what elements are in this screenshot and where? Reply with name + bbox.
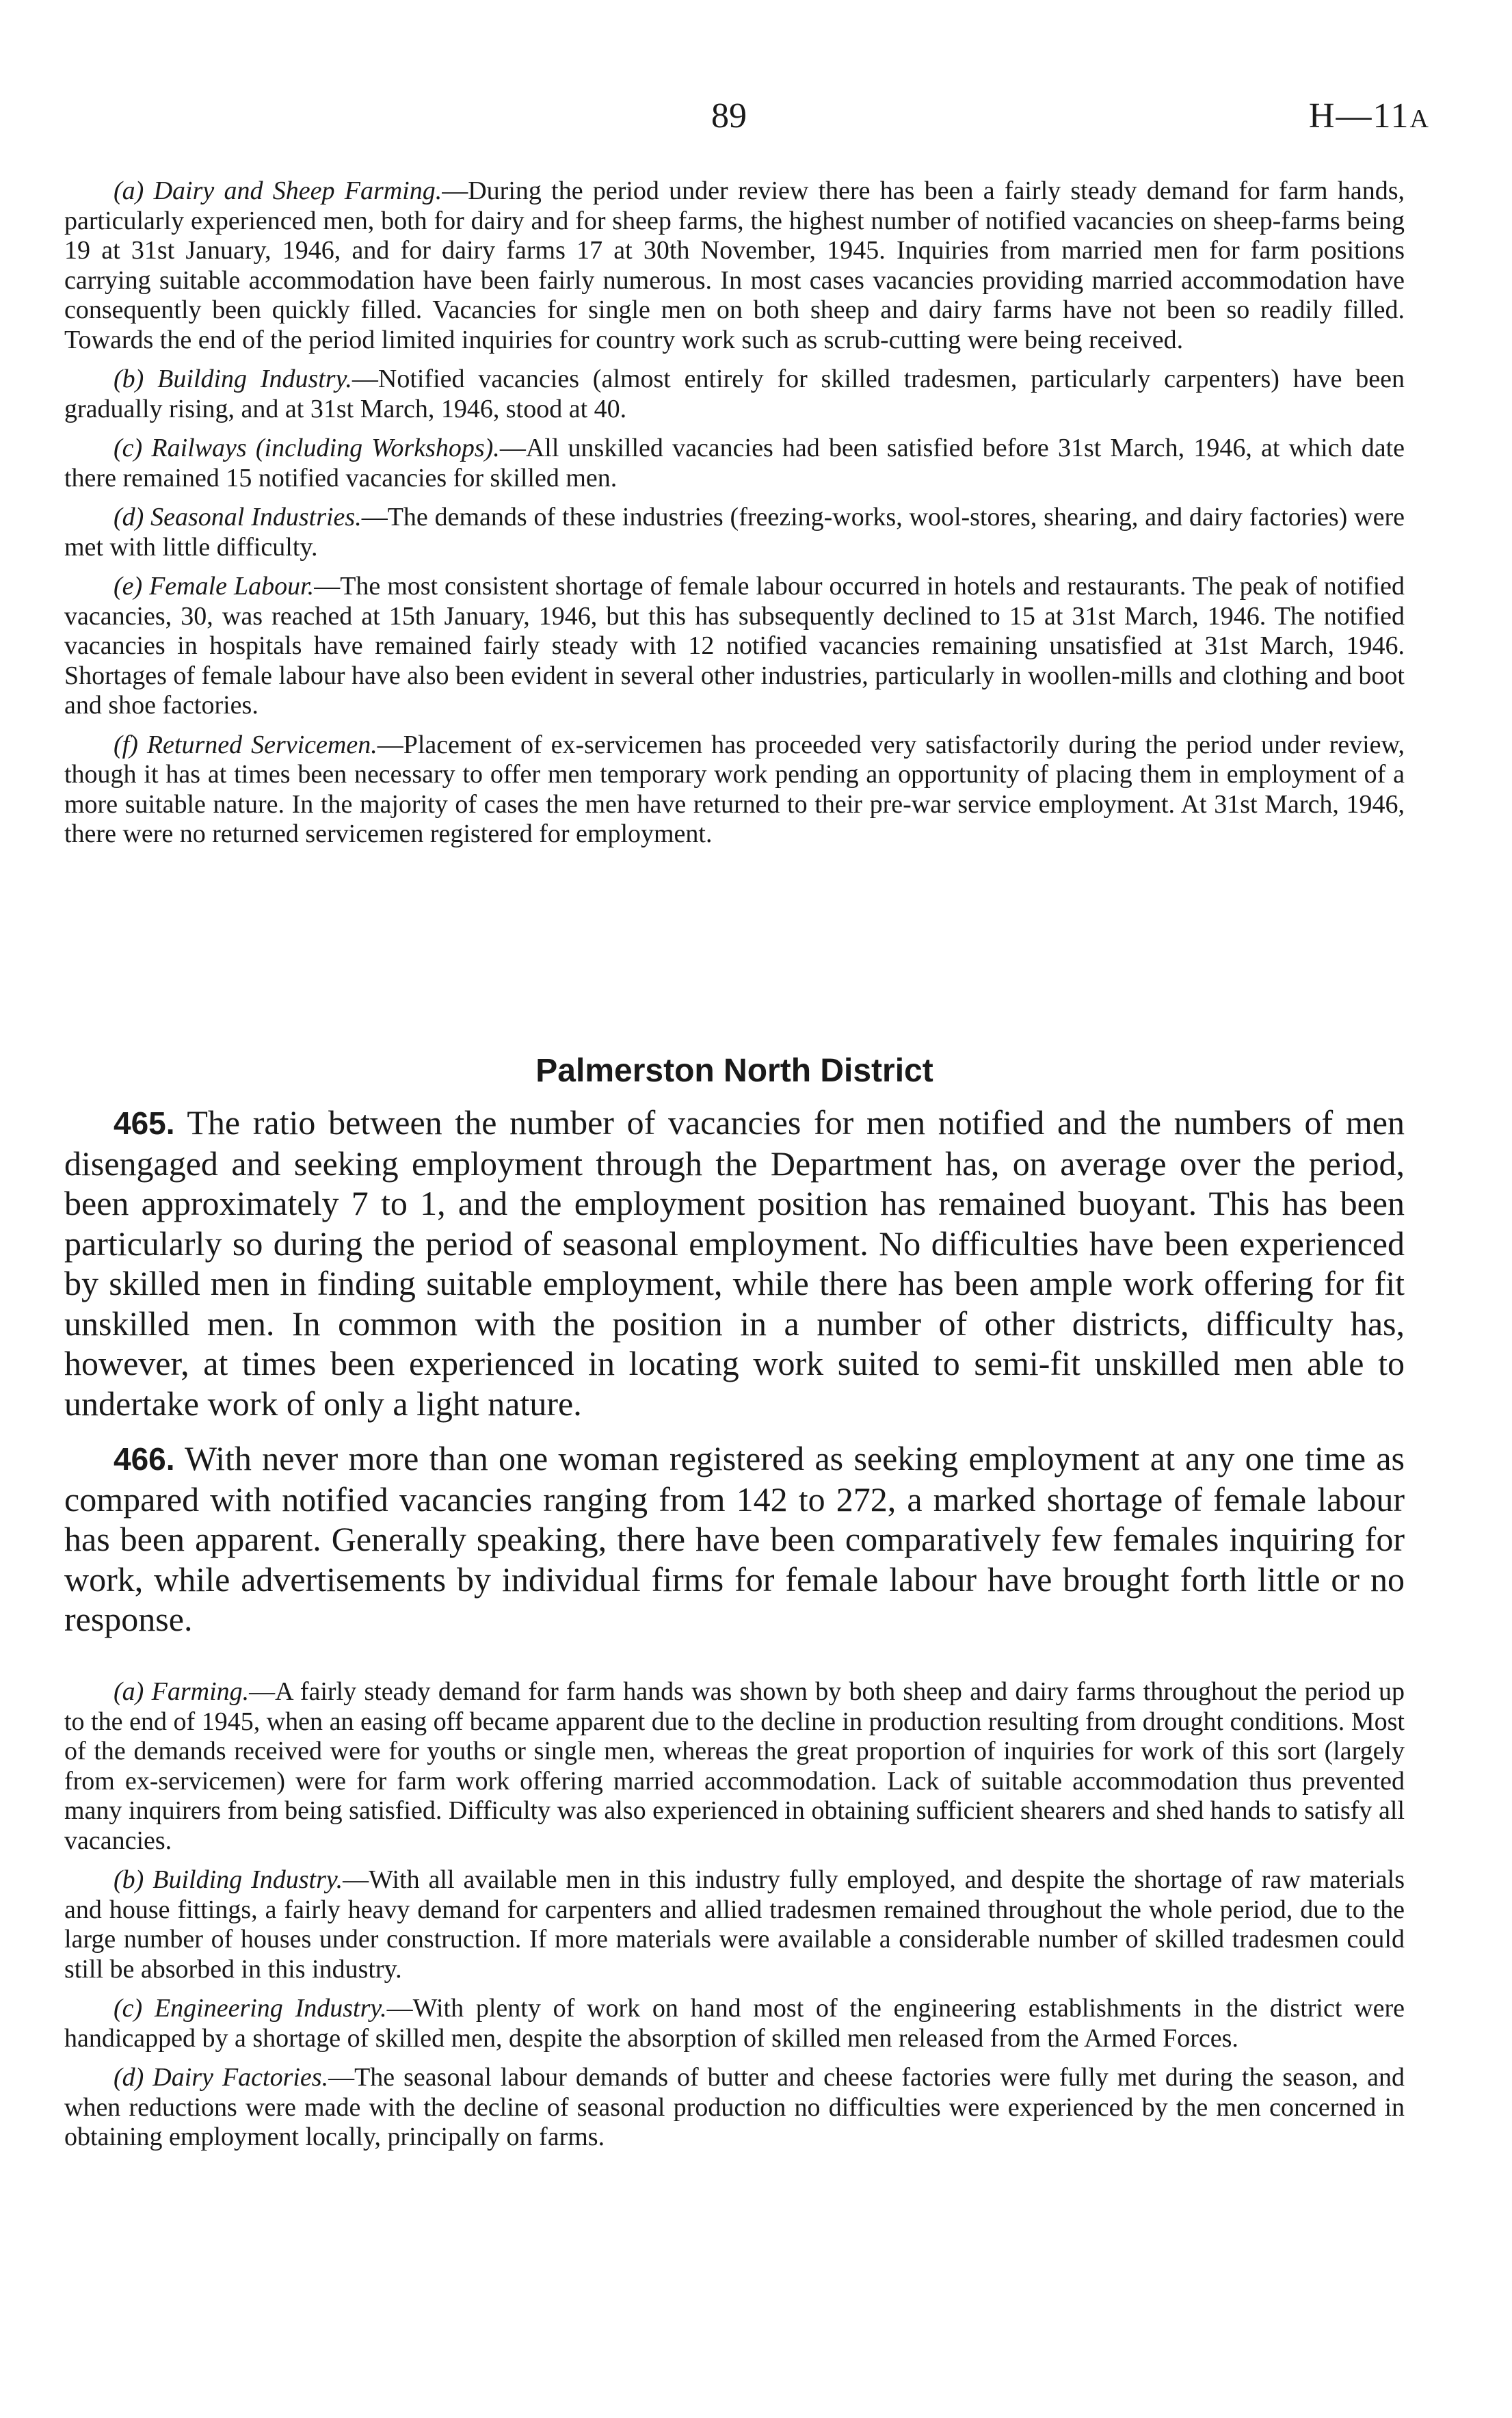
document-code-suffix: A [1409, 105, 1430, 133]
paragraph-farming [64, 1677, 1405, 1856]
section-b-block [64, 1677, 1405, 2162]
paragraph-text: The ratio between the number of vacancies for men notified and the numbers of men disengaged and seeking employment through the Department has, on average over the period, been approximately 7 to 1, and the employment position has remained buoyant. This has been particularly so during the period of seasonal employment. No difficulties have been experienced by skilled men in finding suitable employment, while there has been ample work offering for fit unskilled men. In common with the position in a number of other districts, difficulty has, however, at times been experienced in locating work suited to semi-fit unskilled men able to undertake work of only a light nature. [64, 1103, 1405, 1423]
paragraph-text: With never more than one woman registered as seeking employment at any one time as compared with notified vacancies ranging from 142 to 272, a marked shortage of female labour has been apparent. Generally speaking, there have been comparatively few females inquiring for work, while advertisements by individual firms for female labour have brought forth little or no response. [64, 1439, 1405, 1638]
paragraph-label: (e) Female Labour. [114, 572, 315, 601]
paragraph-text: —A fairly steady demand for farm hands was shown by both sheep and dairy farms throughout the period up to the end of 1945, when an easing off became apparent due to the decline in production resulting from drought conditions. Most of the demands received were for youths or single men, whereas the great proportion of inquiries for work of this sort (largely from ex-servicemen) were for farm work offering married accommodation. Lack of suitable accommodation thus prevented many inquirers from being satisfied. Difficulty was also experienced in obtaining sufficient shearers and shed hands to satisfy all vacancies. [64, 1677, 1405, 1855]
paragraph-text: —Notified vacancies (almost entirely for skilled tradesmen, particularly carpenters) have been gradually rising, and at 31st March, 1946, stood at 40. [64, 365, 1405, 423]
paragraph-building-industry [64, 1865, 1405, 1984]
paragraph-label: (c) Engineering Industry. [114, 1994, 387, 2023]
page-header [0, 89, 1512, 144]
paragraph-text: —With plenty of work on hand most of the engineering establishments in the district were handicapped by a shortage of skilled men, despite the absorption of skilled men released from the Armed Forces. [64, 1994, 1405, 2053]
paragraph-label: (b) Building Industry. [114, 365, 352, 393]
paragraph-seasonal-industries [64, 503, 1405, 562]
paragraph-label: (a) Dairy and Sheep Farming. [114, 176, 442, 205]
document-code-main: H—11 [1308, 96, 1410, 135]
paragraph-text: —With all available men in this industry fully employed, and despite the shortage of raw materials and house fittings, a fairly heavy demand for carpenters and allied tradesmen remained throughout the whole period, due to the large number of houses under construction. If more materials were available a considerable number of skilled tradesmen could still be absorbed in this industry. [64, 1865, 1405, 1984]
paragraph-label: (b) Building Industry. [114, 1865, 343, 1894]
paragraph-text: —All unskilled vacancies had been satisfied before 31st March, 1946, at which date there remained 15 notified vacancies for skilled men. [64, 434, 1405, 492]
main-paragraphs-block [64, 1103, 1405, 1655]
paragraph-female-labour [64, 572, 1405, 721]
paragraph-label: (f) Returned Servicemen. [114, 730, 377, 759]
section-a-block [64, 176, 1405, 859]
paragraph-number: 465. [114, 1105, 175, 1141]
paragraph-text: —During the period under review there has been a fairly steady demand for farm hands, particularly experienced men, both for dairy and for sheep farms, the highest number of notified vacancies on sheep-farms being 19 at 31st January, 1946, and for dairy farms 17 at 30th November, 1945. Inquiries from married men for farm positions carrying suitable accommodation have been fairly numerous. In most cases vacancies providing married accommodation have consequently been quickly filled. Vacancies for single men on both sheep and dairy farms have not been so readily filled. Towards the end of the period limited inquiries for country work such as scrub-cutting were being received. [64, 176, 1405, 354]
paragraph-text: —The seasonal labour demands of butter and cheese factories were fully met during the season, and when reductions were made with the decline of seasonal production no difficulties were experienced by the men concerned in obtaining employment locally, principally on farms. [64, 2063, 1405, 2151]
page-number: 89 [711, 96, 747, 135]
paragraph-label: (a) Farming. [114, 1677, 250, 1706]
paragraph-465 [64, 1103, 1405, 1423]
paragraph-466 [64, 1438, 1405, 1640]
paragraph-dairy-factories [64, 2063, 1405, 2153]
paragraph-returned-servicemen [64, 731, 1405, 850]
paragraph-label: (d) Seasonal Industries. [114, 503, 362, 531]
paragraph-building-industry [64, 365, 1405, 424]
paragraph-text: —The most consistent shortage of female labour occurred in hotels and restaurants. The peak of notified vacancies, 30, was reached at 15th January, 1946, but this has subsequently declined to 15 at 31st March, 1946. The notified vacancies in hospitals have remained fairly steady with 12 notified vacancies remaining unsatisfied at 31st March, 1946. Shortages of female labour have also been evident in several other industries, particularly in woollen-mills and clothing and boot and shoe factories. [64, 572, 1405, 720]
paragraph-railways [64, 434, 1405, 493]
district-heading: Palmerston North District [535, 1053, 933, 1089]
paragraph-text: —The demands of these industries (freezing-works, wool-stores, shearing, and dairy factories) were met with little difficulty. [64, 503, 1405, 562]
paragraph-engineering-industry [64, 1994, 1405, 2053]
district-heading-block [64, 1052, 1405, 1090]
paragraph-label: (d) Dairy Factories. [114, 2063, 329, 2092]
paragraph-text: —Placement of ex-servicemen has proceeded very satisfactorily during the period under review, though it has at times been necessary to offer men temporary work pending an opportunity of placing them in employment of a more suitable nature. In the majority of cases the men have returned to their pre-war service employment. At 31st March, 1946, there were no returned servicemen registered for employment. [64, 730, 1405, 848]
paragraph-number: 466. [114, 1441, 175, 1477]
paragraph-dairy-sheep-farming [64, 176, 1405, 355]
paragraph-label: (c) Railways (including Workshops). [114, 434, 500, 462]
document-code [1309, 96, 1430, 136]
